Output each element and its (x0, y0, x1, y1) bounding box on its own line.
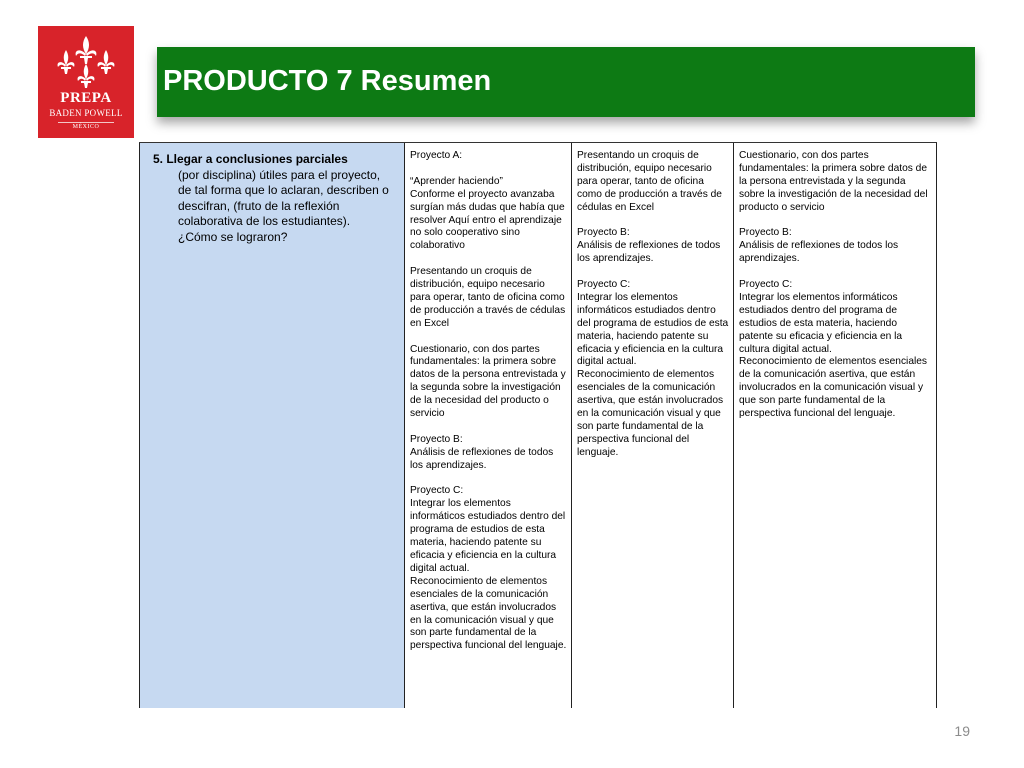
cell-paragraph: Proyecto C: Integrar los elementos informáticos estudiados dentro del programa de estudios de esta materia, haciendo patente su eficacia y eficiencia en la cultura digital actual. Reconocimiento de elementos esenciales de la comunicación asertiva, que están involucrados en la comunicación visual y que son parte fundamental de la perspectiva funcional del lenguaje. (410, 485, 567, 652)
cell-paragraph: Presentando un croquis de distribución, equipo necesario para operar, tanto de oficina como de producción a través de cédulas en Excel (410, 266, 566, 329)
page-title: PRODUCTO 7 Resumen (163, 65, 492, 97)
title-banner (157, 47, 975, 117)
cell-paragraph: Cuestionario, con dos partes fundamentales: la primera sobre datos de la persona entrevistada y la segunda sobre la investigación de la necesidad del producto o servicio (410, 343, 566, 420)
school-logo (38, 26, 134, 138)
cell-paragraph: Proyecto A: (410, 150, 463, 161)
criteria-question: ¿Cómo se lograron? (178, 229, 288, 244)
logo-divider (58, 122, 114, 123)
fleur-de-lis-icon (52, 34, 120, 90)
cell-paragraph: Cuestionario, con dos partes fundamentales: la primera sobre datos de la persona entrevistada y la segunda sobre la investigación de la necesidad del producto o servicio (739, 150, 928, 213)
logo-subtitle: BADEN POWELL (49, 108, 123, 118)
criteria-description: (por disciplina) útiles para el proyecto, de tal forma que lo aclaran, describen o descifran, (fruto de la reflexión colaborativa de los estudiantes). (178, 167, 389, 229)
cell-paragraph: “Aprender haciendo” Conforme el proyecto avanzaba surgían más dudas que había que resolver Aquí entro el aprendizaje no solo cooperativo sino colaborativo (410, 175, 565, 252)
cell-paragraph: Proyecto C: Integrar los elementos informáticos estudiados dentro del programa de estudios de esta materia, haciendo patente su eficacia y eficiencia en la cultura digital actual. Reconocimiento de elementos esenciales de la comunicación asertiva, que están involucrados en la comunicación visual y que son parte fundamental de la perspectiva funcional del lenguaje. (739, 279, 928, 420)
criteria-heading: 5. Llegar a conclusiones parciales (153, 152, 348, 166)
logo-country: MÉXICO (72, 124, 100, 130)
table-cell-projects-a (405, 143, 572, 708)
cell-paragraph: Presentando un croquis de distribución, equipo necesario para operar, tanto de oficina como de producción a través de cédulas en Excel (577, 150, 722, 213)
table-cell-criteria (139, 143, 405, 708)
summary-table (139, 142, 937, 708)
logo-name: PREPA (60, 90, 112, 106)
cell-paragraph: Proyecto B: Análisis de reflexiones de todos los aprendizajes. (577, 227, 721, 265)
table-cell-projects-c (734, 143, 937, 708)
cell-paragraph: Proyecto C: Integrar los elementos informáticos estudiados dentro del programa de estudios de esta materia, haciendo patente su eficacia y eficiencia en la cultura digital actual. Reconocimiento de elementos esenciales de la comunicación asertiva, que están involucrados en la comunicación visual y que son parte fundamental de la perspectiva funcional del lenguaje. (577, 279, 729, 458)
cell-paragraph: Proyecto B: Análisis de reflexiones de todos los aprendizajes. (410, 433, 554, 471)
table-cell-projects-b (572, 143, 734, 708)
cell-paragraph: Proyecto B: Análisis de reflexiones de todos los aprendizajes. (739, 227, 899, 265)
slide-number: 19 (954, 723, 970, 739)
